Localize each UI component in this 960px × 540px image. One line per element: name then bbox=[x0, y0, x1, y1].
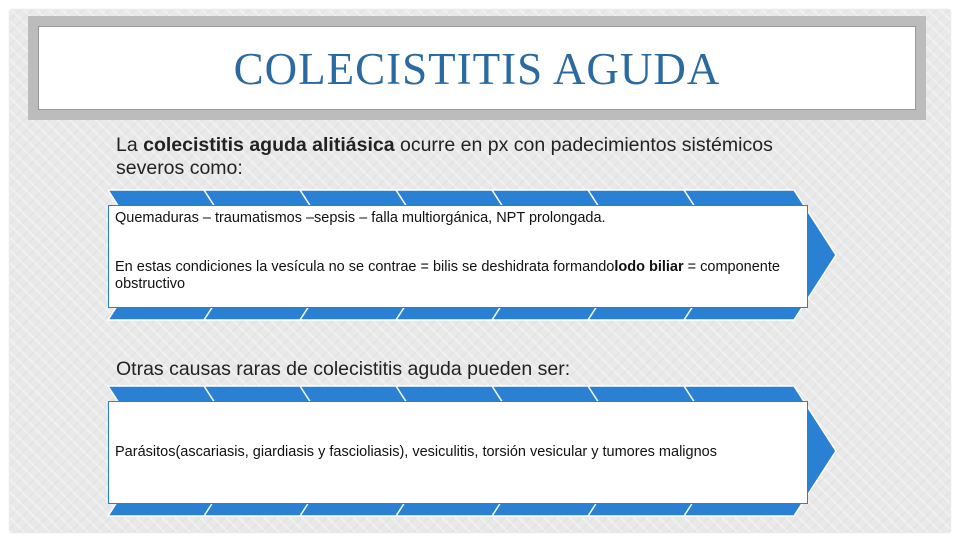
conditions-explanation bbox=[115, 259, 801, 293]
intro-bold: colecistitis aguda alitiásica bbox=[143, 134, 395, 156]
conditions-panel bbox=[108, 205, 808, 308]
other-causes-text: Parásitos(ascariasis, giardiasis y fascioliasis), vesiculitis, torsión vesicular y tumores malignos bbox=[115, 444, 717, 460]
explanation-bold: lodo biliar bbox=[614, 259, 684, 275]
explanation-prefix: En estas condiciones la vesícula no se contrae = bilis se deshidrata formando bbox=[115, 259, 615, 275]
explanation-suffix: = componente obstructivo bbox=[115, 259, 780, 292]
intro-suffix: ocurre en px con padecimientos sistémicos severos como: bbox=[116, 134, 773, 179]
conditions-list: Quemaduras – traumatismos –sepsis – falla multiorgánica, NPT prolongada. bbox=[115, 210, 606, 226]
slide-title: COLECISTITIS AGUDA bbox=[233, 44, 721, 94]
other-causes-panel bbox=[108, 401, 808, 504]
intro-prefix: La bbox=[116, 134, 144, 156]
other-causes-heading: Otras causas raras de colecistitis aguda pueden ser: bbox=[116, 358, 571, 380]
